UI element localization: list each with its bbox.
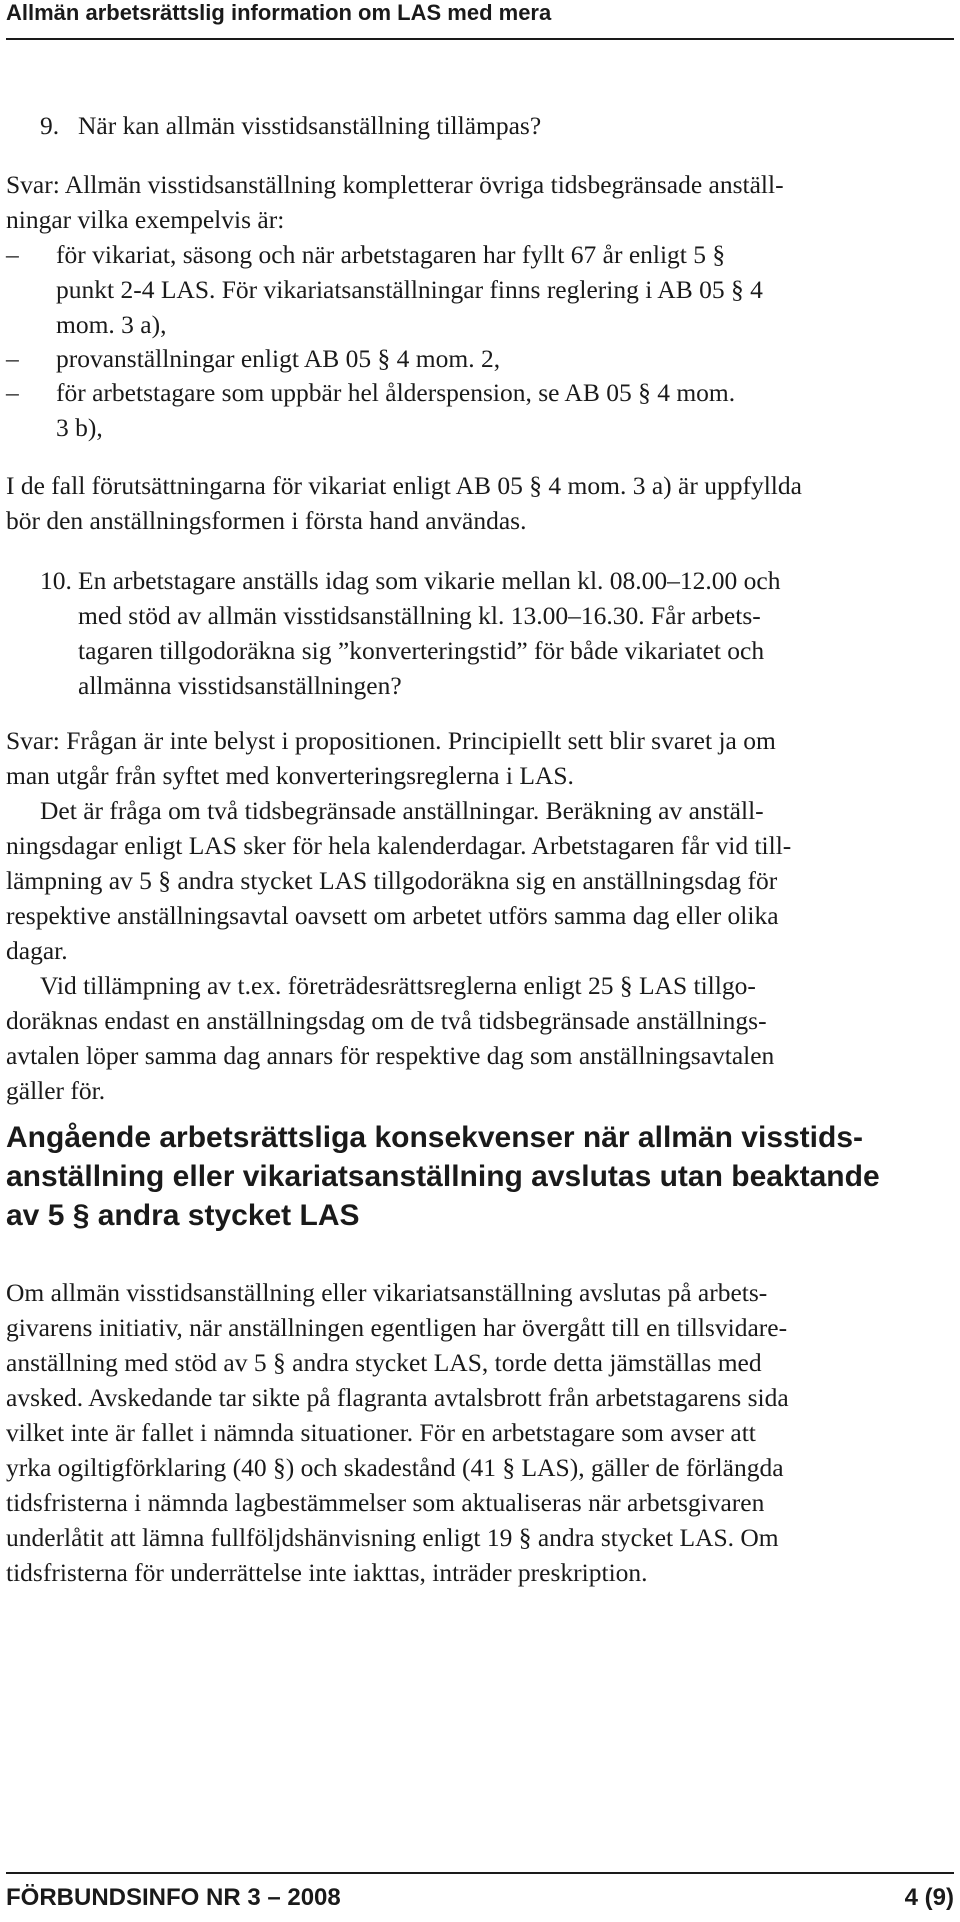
q10-answer-line: avtalen löper samma dag annars för respektive dag som anställningsavtalen <box>6 1041 775 1070</box>
bullet-line: för vikariat, säsong och när arbetstagaren har fyllt 67 år enligt 5 § <box>56 240 726 269</box>
question-10-number: 10. <box>40 566 72 595</box>
question-9-number: 9. <box>40 111 60 140</box>
q10-answer-line: gäller för. <box>6 1076 106 1105</box>
section-body-line: vilket inte är fallet i nämnda situationer. För en arbetstagare som avser att <box>6 1418 756 1447</box>
bullet-line: punkt 2-4 LAS. För vikariatsanställningar finns reglering i AB 05 § 4 <box>56 275 763 304</box>
q10-answer-line: Vid tillämpning av t.ex. företrädesrättsreglerna enligt 25 § LAS tillgo- <box>40 971 756 1000</box>
footer-publication: FÖRBUNDSINFO NR 3 – 2008 <box>6 1884 341 1911</box>
q10-answer-line: respektive anställningsavtal oavsett om arbetet utförs samma dag eller olika <box>6 901 779 930</box>
question-10-line: allmänna visstidsanställningen? <box>78 671 402 700</box>
q10-answer-line: man utgår från syftet med konverteringsreglerna i LAS. <box>6 761 574 790</box>
section-heading-line: Angående arbetsrättsliga konsekvenser när allmän visstids- <box>6 1121 864 1154</box>
q9-note-line: I de fall förutsättningarna för vikariat enligt AB 05 § 4 mom. 3 a) är uppfyllda <box>6 471 802 500</box>
question-9-text: När kan allmän visstidsanställning tillämpas? <box>78 111 542 140</box>
bullet-line: för arbetstagare som uppbär hel ålderspension, se AB 05 § 4 mom. <box>56 378 736 407</box>
q10-answer-line: ningsdagar enligt LAS sker för hela kalenderdagar. Arbetstagaren får vid till- <box>6 831 792 860</box>
bullet-line: provanställningar enligt AB 05 § 4 mom. 2, <box>56 344 501 373</box>
section-body-line: tidsfristerna i nämnda lagbestämmelser som aktualiseras när arbetsgivaren <box>6 1488 765 1517</box>
section-body-line: yrka ogiltigförklaring (40 §) och skadestånd (41 § LAS), gäller de förlängda <box>6 1453 784 1482</box>
page-footer <box>6 1872 954 1922</box>
q9-note-line: bör den anställningsformen i första hand användas. <box>6 506 527 535</box>
q10-answer-line: Svar: Frågan är inte belyst i propositionen. Principiellt sett blir svaret ja om <box>6 726 776 755</box>
q10-answer-line: doräknas endast en anställningsdag om de två tidsbegränsade anställnings- <box>6 1006 767 1035</box>
bullet-dash: – <box>6 378 19 407</box>
header-title: Allmän arbetsrättslig information om LAS med mera <box>6 0 552 25</box>
question-10-line: tagaren tillgodoräkna sig ”konverteringstid” för både vikariatet och <box>78 636 765 665</box>
q10-answer-line: lämpning av 5 § andra stycket LAS tillgodoräkna sig en anställningsdag för <box>6 866 778 895</box>
bullet-line: mom. 3 a), <box>56 310 167 339</box>
q9-answer-line: ningar vilka exempelvis är: <box>6 205 285 234</box>
footer-page-number: 4 (9) <box>904 1884 954 1911</box>
section-body-line: givarens initiativ, när anställningen egentligen har övergått till en tillsvidare- <box>6 1313 788 1342</box>
q10-answer-line: dagar. <box>6 936 68 965</box>
section-body-line: underlåtit att lämna fullföljdshänvisning enligt 19 § andra stycket LAS. Om <box>6 1523 779 1552</box>
section-body-line: tidsfristerna för underrättelse inte iakttas, inträder preskription. <box>6 1558 648 1587</box>
q9-answer-line: Svar: Allmän visstidsanställning kompletterar övriga tidsbegränsade anställ- <box>6 170 784 199</box>
bullet-dash: – <box>6 240 19 269</box>
section-body-line: avsked. Avskedande tar sikte på flagranta avtalsbrott från arbetstagarens sida <box>6 1383 789 1412</box>
bullet-line: 3 b), <box>56 413 103 442</box>
q10-answer-line: Det är fråga om två tidsbegränsade anställningar. Beräkning av anställ- <box>40 796 764 825</box>
question-10-line: med stöd av allmän visstidsanställning kl. 13.00–16.30. Får arbets- <box>78 601 761 630</box>
section-heading-line: anställning eller vikariatsanställning avslutas utan beaktande <box>6 1160 880 1193</box>
section-body-line: Om allmän visstidsanställning eller vikariatsanställning avslutas på arbets- <box>6 1278 768 1307</box>
page-header <box>6 0 954 40</box>
section-heading-line: av 5 § andra stycket LAS <box>6 1199 360 1232</box>
bullet-dash: – <box>6 344 19 373</box>
section-body-line: anställning med stöd av 5 § andra stycket LAS, torde detta jämställas med <box>6 1348 762 1377</box>
question-10-line: En arbetstagare anställs idag som vikarie mellan kl. 08.00–12.00 och <box>78 566 781 595</box>
